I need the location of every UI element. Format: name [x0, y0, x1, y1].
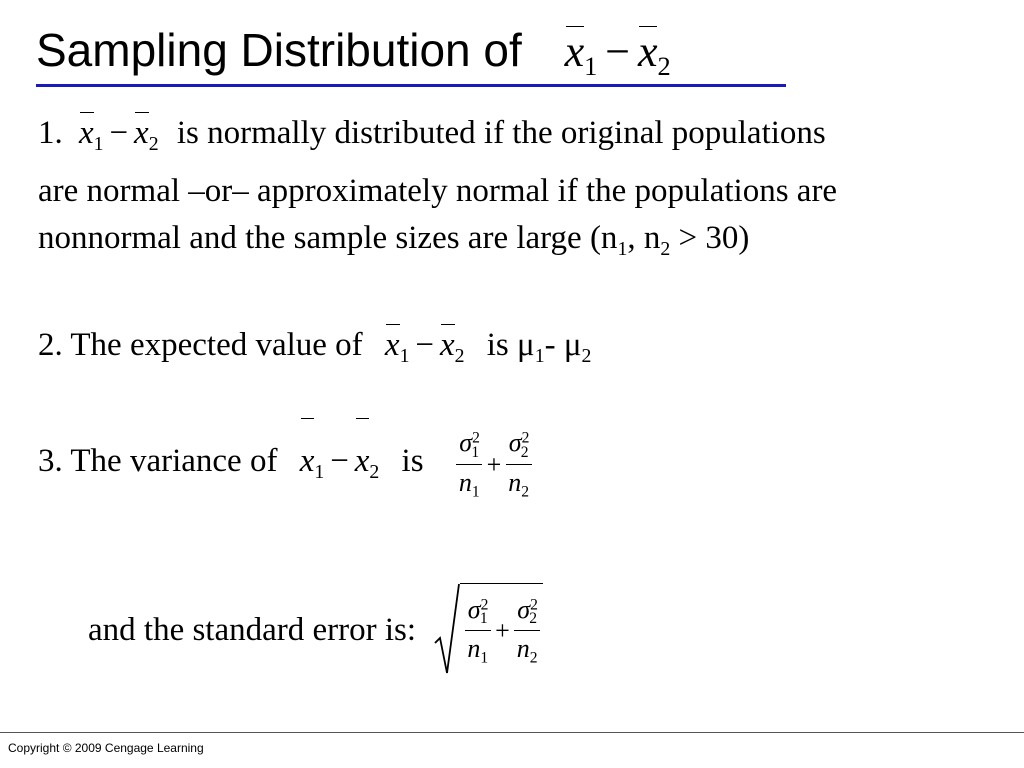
point-1-line-2: are normal –or– approximately normal if the populations are — [38, 172, 838, 209]
square-root: $\frac{\sigma^2_1}{n_1}$ + $\frac{\sigma^2_2}{n_2}$ — [434, 583, 542, 675]
formula-x1-minus-x2: $x_1 - x_2$ — [300, 416, 380, 517]
copyright-footer: Copyright © 2009 Cengage Learning — [8, 741, 204, 755]
point-1-line-1: 1. $x_1 - x_2$ is normally distributed if the original populations — [38, 110, 837, 168]
title-underline — [36, 84, 786, 87]
fraction-sigma2-over-n2: $\frac{\sigma^2_2}{n_2}$ — [514, 596, 541, 667]
fraction-sigma1-over-n1: $\frac{\sigma^2_1}{n_1}$ — [464, 596, 491, 667]
point-2: 2. The expected value of $x_1 - x_2$ is $\mu_1-$ $\mu_2$ — [38, 322, 591, 380]
standard-error-formula — [434, 583, 542, 682]
footer-divider — [0, 732, 1024, 733]
formula-x1-minus-x2: $x_1 - x_2$ — [385, 322, 465, 380]
radical-sign-icon — [434, 583, 460, 675]
slide-title-text: Sampling Distribution of — [36, 24, 522, 76]
point-3: 3. The variance of $x_1 - x_2$ is $\frac{\sigma^2_1}{n_1}$ + $\frac{\sigma^2_2}{n_2}$ — [38, 416, 532, 517]
fraction-sigma1-over-n1: $\frac{\sigma^2_1}{n_1}$ — [456, 429, 483, 500]
point-1 — [38, 110, 837, 273]
fraction-sigma2-over-n2: $\frac{\sigma^2_2}{n_2}$ — [505, 429, 532, 500]
title-formula: $x_1 - x_2$ — [565, 24, 671, 94]
point-1-line-3: nonnormal and the sample sizes are large ($n_1$, $n_2 > 30$) — [38, 219, 750, 260]
formula-x1-minus-x2: $x_1 - x_2$ — [79, 110, 159, 168]
standard-error: and the standard error is: $\frac{\sigma^2_1}{n_1}$ + $\frac{\sigma^2_2}{n_2}$ — [88, 580, 543, 682]
variance-formula: $\frac{\sigma^2_1}{n_1}$ + $\frac{\sigma^2_2}{n_2}$ — [456, 429, 532, 500]
